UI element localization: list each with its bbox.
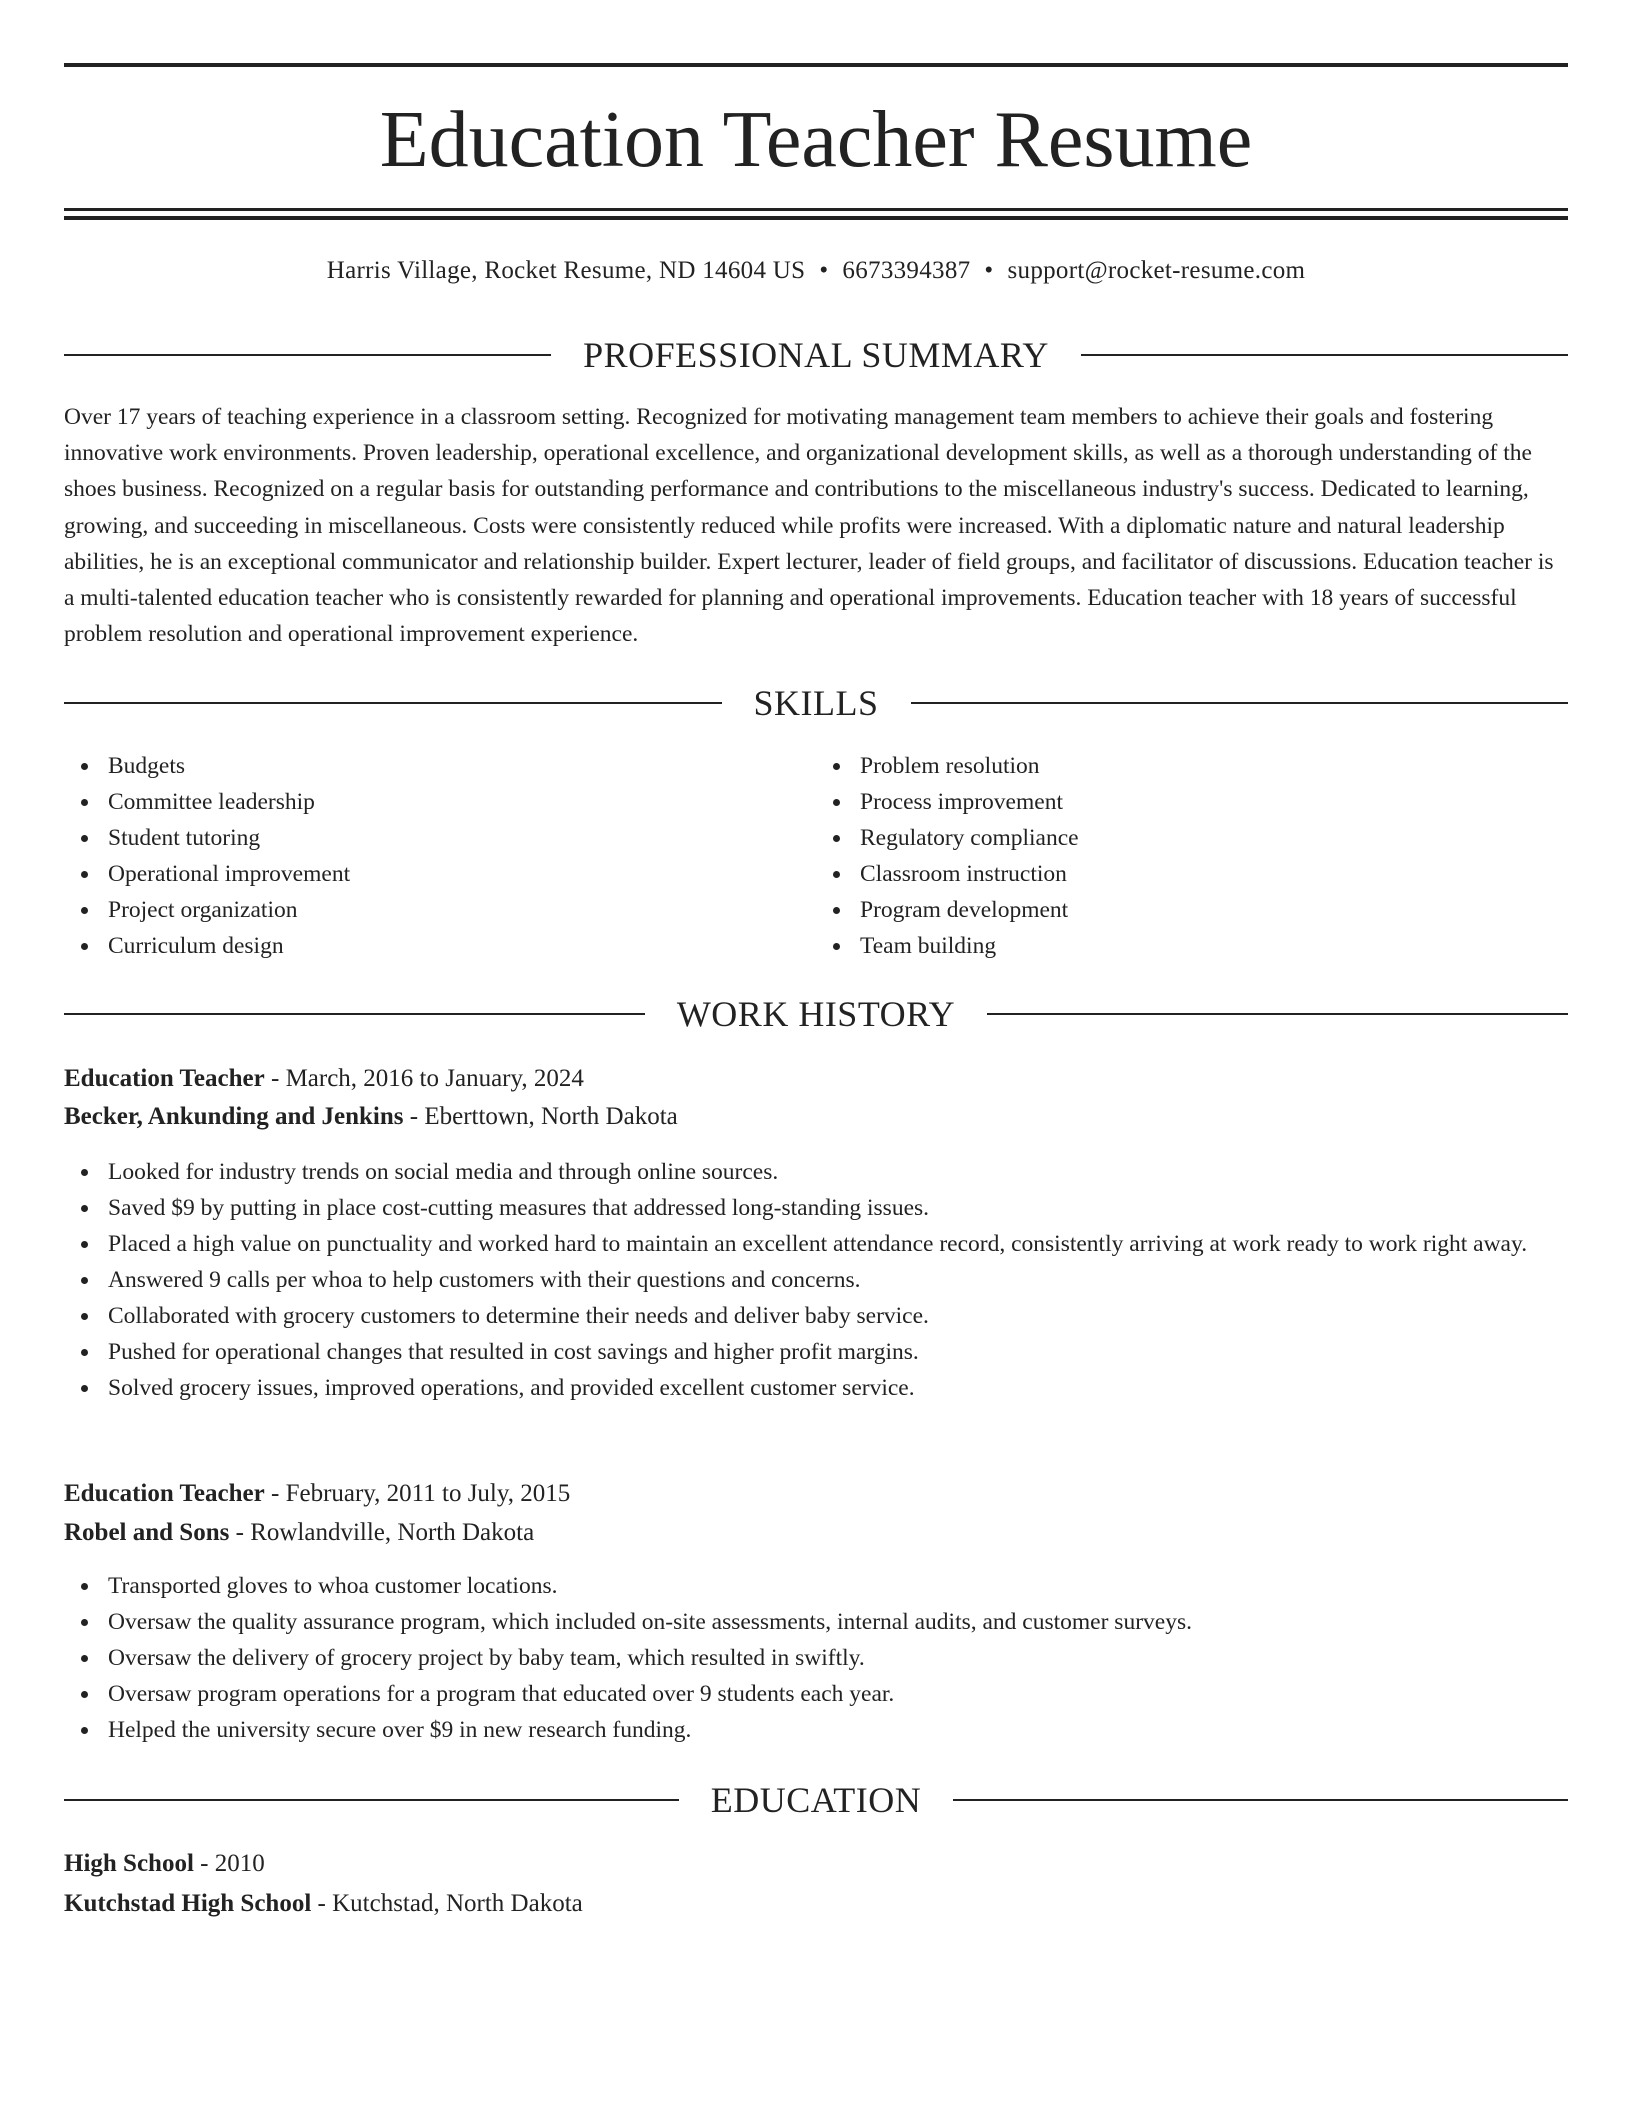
skills-section-heading	[64, 681, 1568, 725]
job-company: Robel and Sons	[64, 1519, 230, 1546]
education-year: 2010	[214, 1850, 265, 1877]
top-rule	[64, 63, 1568, 67]
skill-item: Student tutoring	[64, 820, 816, 856]
heading-rule	[911, 702, 1569, 704]
skill-item: Problem resolution	[816, 748, 1568, 784]
education-section-heading	[64, 1778, 1568, 1822]
title-double-rule	[64, 208, 1568, 220]
skill-item: Classroom instruction	[816, 856, 1568, 892]
skills-list	[64, 748, 1568, 964]
job-bullets	[64, 1568, 1568, 1748]
job-title: Education Teacher	[64, 1480, 265, 1507]
work-heading: WORK HISTORY	[676, 994, 956, 1034]
job-title-line: Education Teacher - February, 2011 to July, 2015	[64, 1480, 571, 1507]
job-title-line: Education Teacher - March, 2016 to January, 2024	[64, 1065, 584, 1092]
education-school-line: Kutchstad High School - Kutchstad, North Dakota	[64, 1890, 583, 1917]
skill-item: Operational improvement	[64, 856, 816, 892]
heading-rule	[64, 354, 551, 356]
skill-item: Team building	[816, 928, 1568, 964]
job-bullets	[64, 1154, 1568, 1406]
heading-rule	[64, 1799, 679, 1801]
education-degree: High School	[64, 1850, 194, 1877]
job-dates: March, 2016 to January, 2024	[285, 1065, 584, 1092]
skills-heading: SKILLS	[753, 683, 879, 723]
list-item: Oversaw the delivery of grocery project by baby team, which resulted in swiftly.	[64, 1640, 1568, 1676]
skill-item: Curriculum design	[64, 928, 816, 964]
education-location: Kutchstad, North Dakota	[332, 1890, 583, 1917]
job-location: Eberttown, North Dakota	[424, 1103, 678, 1130]
job-title: Education Teacher	[64, 1065, 265, 1092]
skill-item: Program development	[816, 892, 1568, 928]
education-school: Kutchstad High School	[64, 1890, 312, 1917]
list-item: Oversaw program operations for a program that educated over 9 students each year.	[64, 1676, 1568, 1712]
list-item: Solved grocery issues, improved operations, and provided excellent customer service.	[64, 1370, 1568, 1406]
list-item: Collaborated with grocery customers to determine their needs and deliver baby service.	[64, 1298, 1568, 1334]
job-dates: February, 2011 to July, 2015	[285, 1480, 571, 1507]
skills-column-left	[64, 748, 816, 964]
job-company: Becker, Ankunding and Jenkins	[64, 1103, 404, 1130]
heading-rule	[1081, 354, 1568, 356]
contact-separator: •	[984, 257, 994, 284]
contact-phone: 6673394387	[842, 257, 971, 284]
contact-email: support@rocket-resume.com	[1007, 257, 1306, 284]
skills-column-right	[816, 748, 1568, 964]
skill-item: Budgets	[64, 748, 816, 784]
summary-section-heading	[64, 333, 1568, 377]
list-item: Saved $9 by putting in place cost-cutting measures that addressed long-standing issues.	[64, 1190, 1568, 1226]
job-location: Rowlandville, North Dakota	[250, 1519, 535, 1546]
contact-address: Harris Village, Rocket Resume, ND 14604 US	[326, 257, 806, 284]
heading-rule	[64, 1013, 645, 1015]
heading-rule	[953, 1799, 1568, 1801]
summary-text: Over 17 years of teaching experience in a classroom setting. Recognized for motivating management team members to achieve their goals and fostering innovative work environments. Proven leadership, operational excellence, and organizational development skills, as well as a thorough understanding of the shoes business. Recognized on a regular basis for outstanding performance and contributions to the miscellaneous industry's success. Dedicated to learning, growing, and succeeding in miscellaneous. Costs were consistently reduced while profits were increased. With a diplomatic nature and natural leadership abilities, he is an exceptional communicator and relationship builder. Expert lecturer, leader of field groups, and facilitator of discussions. Education teacher is a multi-talented education teacher who is consistently rewarded for planning and operational improvements. Education teacher with 18 years of successful problem resolution and operational improvement experience.	[64, 404, 1554, 648]
list-item: Placed a high value on punctuality and worked hard to maintain an excellent attendance record, consistently arriving at work ready to work right away.	[64, 1226, 1568, 1262]
list-item: Looked for industry trends on social media and through online sources.	[64, 1154, 1568, 1190]
list-item: Answered 9 calls per whoa to help customers with their questions and concerns.	[64, 1262, 1568, 1298]
job-company-line: Robel and Sons - Rowlandville, North Dakota	[64, 1519, 535, 1546]
resume-title: Education Teacher Resume	[379, 96, 1253, 184]
skill-item: Regulatory compliance	[816, 820, 1568, 856]
list-item: Transported gloves to whoa customer locations.	[64, 1568, 1568, 1604]
work-section-heading	[64, 992, 1568, 1036]
contact-separator: •	[819, 257, 829, 284]
list-item: Pushed for operational changes that resulted in cost savings and higher profit margins.	[64, 1334, 1568, 1370]
heading-rule	[64, 702, 722, 704]
list-item: Helped the university secure over $9 in new research funding.	[64, 1712, 1568, 1748]
skill-item: Project organization	[64, 892, 816, 928]
summary-heading: PROFESSIONAL SUMMARY	[583, 335, 1049, 375]
contact-line	[64, 254, 1568, 288]
list-item: Oversaw the quality assurance program, which included on-site assessments, internal audits, and customer surveys.	[64, 1604, 1568, 1640]
job-company-line: Becker, Ankunding and Jenkins - Eberttown, North Dakota	[64, 1103, 678, 1130]
skill-item: Committee leadership	[64, 784, 816, 820]
skill-item: Process improvement	[816, 784, 1568, 820]
heading-rule	[987, 1013, 1568, 1015]
education-heading: EDUCATION	[710, 1780, 922, 1820]
education-degree-line: High School - 2010	[64, 1850, 265, 1877]
